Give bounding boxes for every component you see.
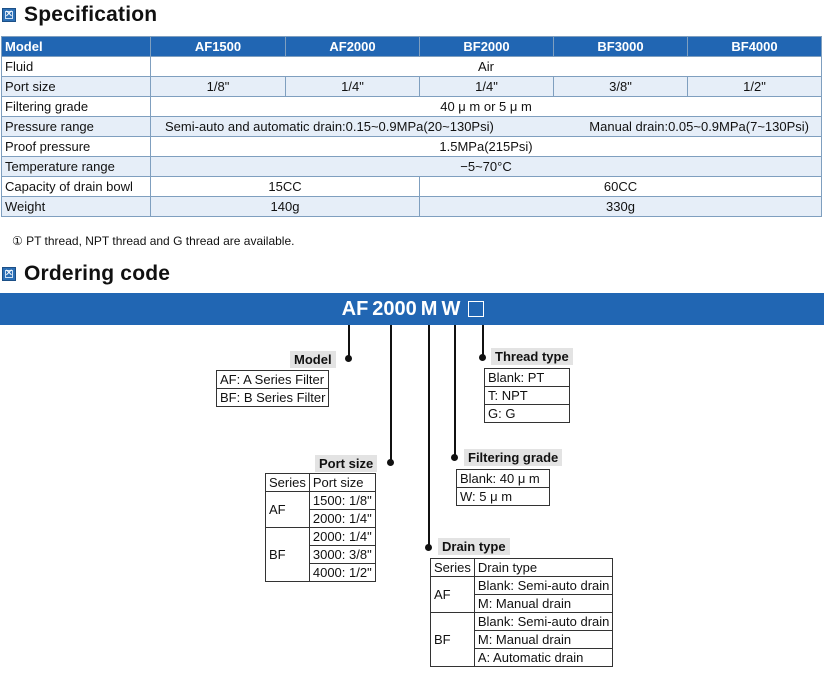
section-icon (2, 8, 16, 22)
header-cell: AF2000 (286, 37, 420, 57)
series-cell: AF (266, 492, 310, 528)
cell-value: 330g (420, 197, 822, 217)
table-row (2, 57, 822, 77)
pressure-semi-auto: Semi-auto and automatic drain:0.15~0.9MPa(20~130Psi) (165, 119, 494, 134)
port-option: 2000: 1/4" (309, 510, 375, 528)
model-options (216, 370, 329, 407)
ordering-header (2, 262, 170, 286)
cell-value: 1.5MPa(215Psi) (151, 137, 822, 157)
cell-value: 1/2" (688, 77, 822, 97)
series-cell: BF (266, 528, 310, 582)
filtering-grade-label: Filtering grade (464, 449, 562, 466)
code-drain-type: M (420, 297, 438, 320)
cell-value (151, 117, 822, 137)
code-series: AF (341, 297, 369, 320)
row-label: Temperature range (2, 157, 151, 177)
ordering-code-band (0, 293, 824, 325)
drain-type-label: Drain type (438, 538, 510, 555)
specification-header (2, 3, 157, 27)
connector-dot (345, 355, 352, 362)
model-option: AF: A Series Filter (217, 371, 329, 389)
section-icon (2, 267, 16, 281)
model-option: BF: B Series Filter (217, 389, 329, 407)
table-row (2, 117, 822, 137)
connector-dot (451, 454, 458, 461)
column-header: Port size (309, 474, 375, 492)
connector-dot (479, 354, 486, 361)
code-port-size: 2000 (372, 297, 417, 320)
thread-option: Blank: PT (485, 369, 570, 387)
column-header: Drain type (474, 559, 613, 577)
connector-line (454, 325, 456, 456)
header-cell: Model (2, 37, 151, 57)
cell-value: 60CC (420, 177, 822, 197)
table-row (2, 157, 822, 177)
pressure-manual: Manual drain:0.05~0.9MPa(7~130Psi) (589, 119, 809, 134)
table-header-row (2, 37, 822, 57)
header-cell: BF4000 (688, 37, 822, 57)
filter-option: W: 5 μ m (457, 488, 550, 506)
row-label: Port size (2, 77, 151, 97)
filtering-grade-options (456, 469, 550, 506)
row-label: Proof pressure (2, 137, 151, 157)
drain-option: Blank: Semi-auto drain (474, 577, 613, 595)
thread-type-options (484, 368, 570, 423)
drain-type-table (430, 558, 613, 667)
drain-option: M: Manual drain (474, 595, 613, 613)
column-header: Series (266, 474, 310, 492)
port-option: 2000: 1/4" (309, 528, 375, 546)
specification-title: Specification (24, 3, 158, 26)
thread-option: T: NPT (485, 387, 570, 405)
row-label: Weight (2, 197, 151, 217)
series-cell: AF (431, 577, 475, 613)
row-label: Pressure range (2, 117, 151, 137)
drain-option: A: Automatic drain (474, 649, 613, 667)
cell-value: 1/8" (151, 77, 286, 97)
code-filtering-grade: W (441, 297, 461, 320)
port-option: 1500: 1/8" (309, 492, 375, 510)
connector-dot (387, 459, 394, 466)
cell-value: 3/8" (554, 77, 688, 97)
model-label: Model (290, 351, 336, 368)
cell-value: 140g (151, 197, 420, 217)
row-label: Capacity of drain bowl (2, 177, 151, 197)
thread-type-label: Thread type (491, 348, 573, 365)
cell-value: 1/4" (420, 77, 554, 97)
cell-value: 15CC (151, 177, 420, 197)
column-header: Series (431, 559, 475, 577)
connector-dot (425, 544, 432, 551)
drain-option: M: Manual drain (474, 631, 613, 649)
table-row (2, 77, 822, 97)
cell-value: −5~70°C (151, 157, 822, 177)
row-label: Fluid (2, 57, 151, 77)
thread-note: ① PT thread, NPT thread and G thread are available. (12, 234, 295, 248)
table-row (2, 137, 822, 157)
specification-table (1, 36, 822, 217)
series-cell: BF (431, 613, 475, 667)
connector-line (390, 325, 392, 462)
row-label: Filtering grade (2, 97, 151, 117)
table-row (2, 197, 822, 217)
filter-option: Blank: 40 μ m (457, 470, 550, 488)
cell-value: 1/4" (286, 77, 420, 97)
header-cell: AF1500 (151, 37, 286, 57)
connector-line (348, 325, 350, 359)
connector-line (428, 325, 430, 547)
code-thread-type-box (468, 301, 484, 317)
header-cell: BF2000 (420, 37, 554, 57)
header-cell: BF3000 (554, 37, 688, 57)
port-size-label: Port size (315, 455, 377, 472)
port-option: 4000: 1/2" (309, 564, 375, 582)
drain-option: Blank: Semi-auto drain (474, 613, 613, 631)
thread-option: G: G (485, 405, 570, 423)
connector-line (482, 325, 484, 356)
port-option: 3000: 3/8" (309, 546, 375, 564)
cell-value: 40 μ m or 5 μ m (151, 97, 822, 117)
cell-value: Air (151, 57, 822, 77)
table-row (2, 177, 822, 197)
ordering-title: Ordering code (24, 262, 171, 285)
table-row (2, 97, 822, 117)
port-size-table (265, 473, 376, 582)
